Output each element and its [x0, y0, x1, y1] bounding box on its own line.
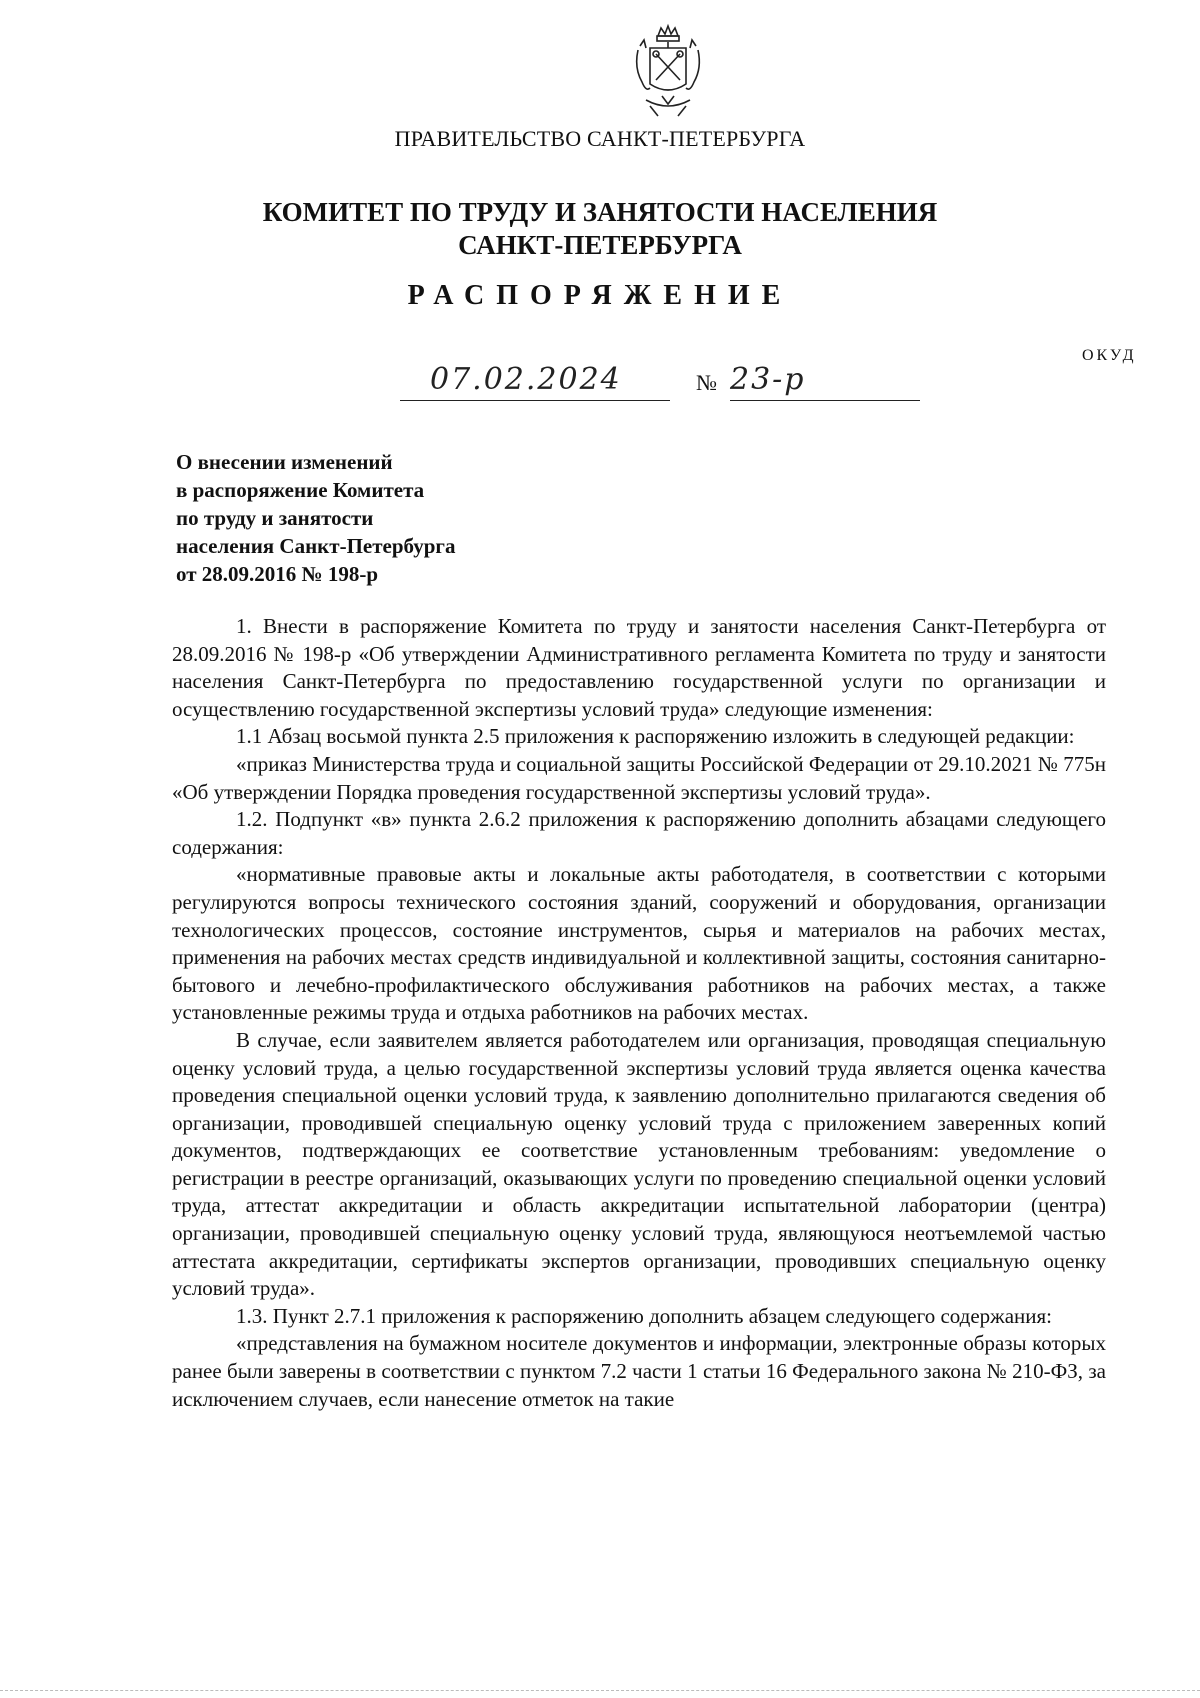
paragraph-1-2: 1.2. Подпункт «в» пункта 2.6.2 приложения к распоряжению дополнить абзацами следующего содержания: [172, 807, 1106, 859]
number-underline [730, 400, 920, 401]
subject-line-1: О внесении изменений [176, 450, 393, 474]
date-number-row [400, 362, 940, 404]
subject-line-3: по труду и занятости [176, 506, 374, 530]
paragraph-quote-order: «приказ Министерства труда и социальной защиты Российской Федерации от 29.10.2021 № 775н «Об утверждении Порядка проведения государственной экспертизы условий труда». [172, 751, 1106, 804]
paragraph-quote-normative-acts: «нормативные правовые акты и локальные акты работодателя, в соответствии с которыми регулируются вопросы технического состояния зданий, сооружений и оборудования, организации технологических процессов, состояние инструментов, сырья и материалов на рабочих местах, применения на рабочих местах средств индивидуальной и коллективной защиты, состояния санитарно-бытового и лечебно-профилактического обслуживания работников на рабочих местах, а также установленные режимы труда и отдыха работников на рабочих местах. [172, 862, 1106, 1025]
okud-label: ОКУД [1082, 347, 1137, 364]
document-type-title: РАСПОРЯЖЕНИЕ [407, 280, 793, 311]
subject-line-2: в распоряжение Комитета [176, 478, 425, 502]
paragraph-quote-assessment: В случае, если заявителем является работодателем или организация, проводящая специальную оценку условий труда, а целью государственной экспертизы условий труда является оценка качества проведения специальной оценки условий труда, к заявлению дополнительно прилагаются сведения об организации, проводившей специальную оценку условий труда с приложением заверенных копий документов, подтверждающих ее соответствие установленным требованиям: уведомление о регистрации в реестре организаций, оказывающих услуги по проведению специальной оценки условий труда, аттестат аккредитации и область аккредитации испытательной лаборатории (центра) организации, проводившей специальную оценку условий труда, являющуюся неотъемлемой частью аттестата аккредитации, сертификаты экспертов организации, проводивших специальную оценку условий труда». [172, 1027, 1106, 1301]
paragraph-quote-paper-documents: «представления на бумажном носителе документов и информации, электронные образы которых ранее были заверены в соответствии с пунктом 7.2 части 1 статьи 16 Федерального закона № 210-ФЗ, за исключением случаев, если нанесение отметок на такие [172, 1331, 1106, 1411]
paragraph-1-1: 1.1 Абзац восьмой пункта 2.5 приложения к распоряжению изложить в следующей редакции: [236, 724, 1075, 749]
coat-of-arms-emblem [628, 22, 708, 122]
date-underline [400, 400, 670, 401]
subject-block [176, 448, 455, 588]
paragraph-1-3: 1.3. Пункт 2.7.1 приложения к распоряжению дополнить абзацем следующего содержания: [236, 1303, 1052, 1328]
committee-title-line-1: КОМИТЕТ ПО ТРУДУ И ЗАНЯТОСТИ НАСЕЛЕНИЯ [262, 197, 938, 227]
committee-title-line-2: САНКТ-ПЕТЕРБУРГА [458, 230, 742, 260]
document-body [172, 613, 1106, 1413]
subject-line-5: от 28.09.2016 № 198-р [176, 562, 379, 586]
handwritten-number: 23-р [730, 362, 806, 397]
paragraph-1: 1. Внести в распоряжение Комитета по труду и занятости населения Санкт-Петербурга от 28.09.2016 № 198-р «Об утверждении Административного регламента Комитета по труду и занятости населения Санкт-Петербурга по предоставлению государственной услуги по организации и осуществлению государственной экспертизы условий труда» следующие изменения: [172, 614, 1106, 721]
subject-line-4: населения Санкт-Петербурга [176, 534, 456, 558]
government-title: ПРАВИТЕЛЬСТВО САНКТ-ПЕТЕРБУРГА [394, 126, 806, 151]
handwritten-date: 07.02.2024 [430, 362, 622, 397]
committee-title [0, 196, 1200, 262]
number-sign: № [696, 370, 717, 395]
scan-edge-line [0, 1690, 1200, 1691]
